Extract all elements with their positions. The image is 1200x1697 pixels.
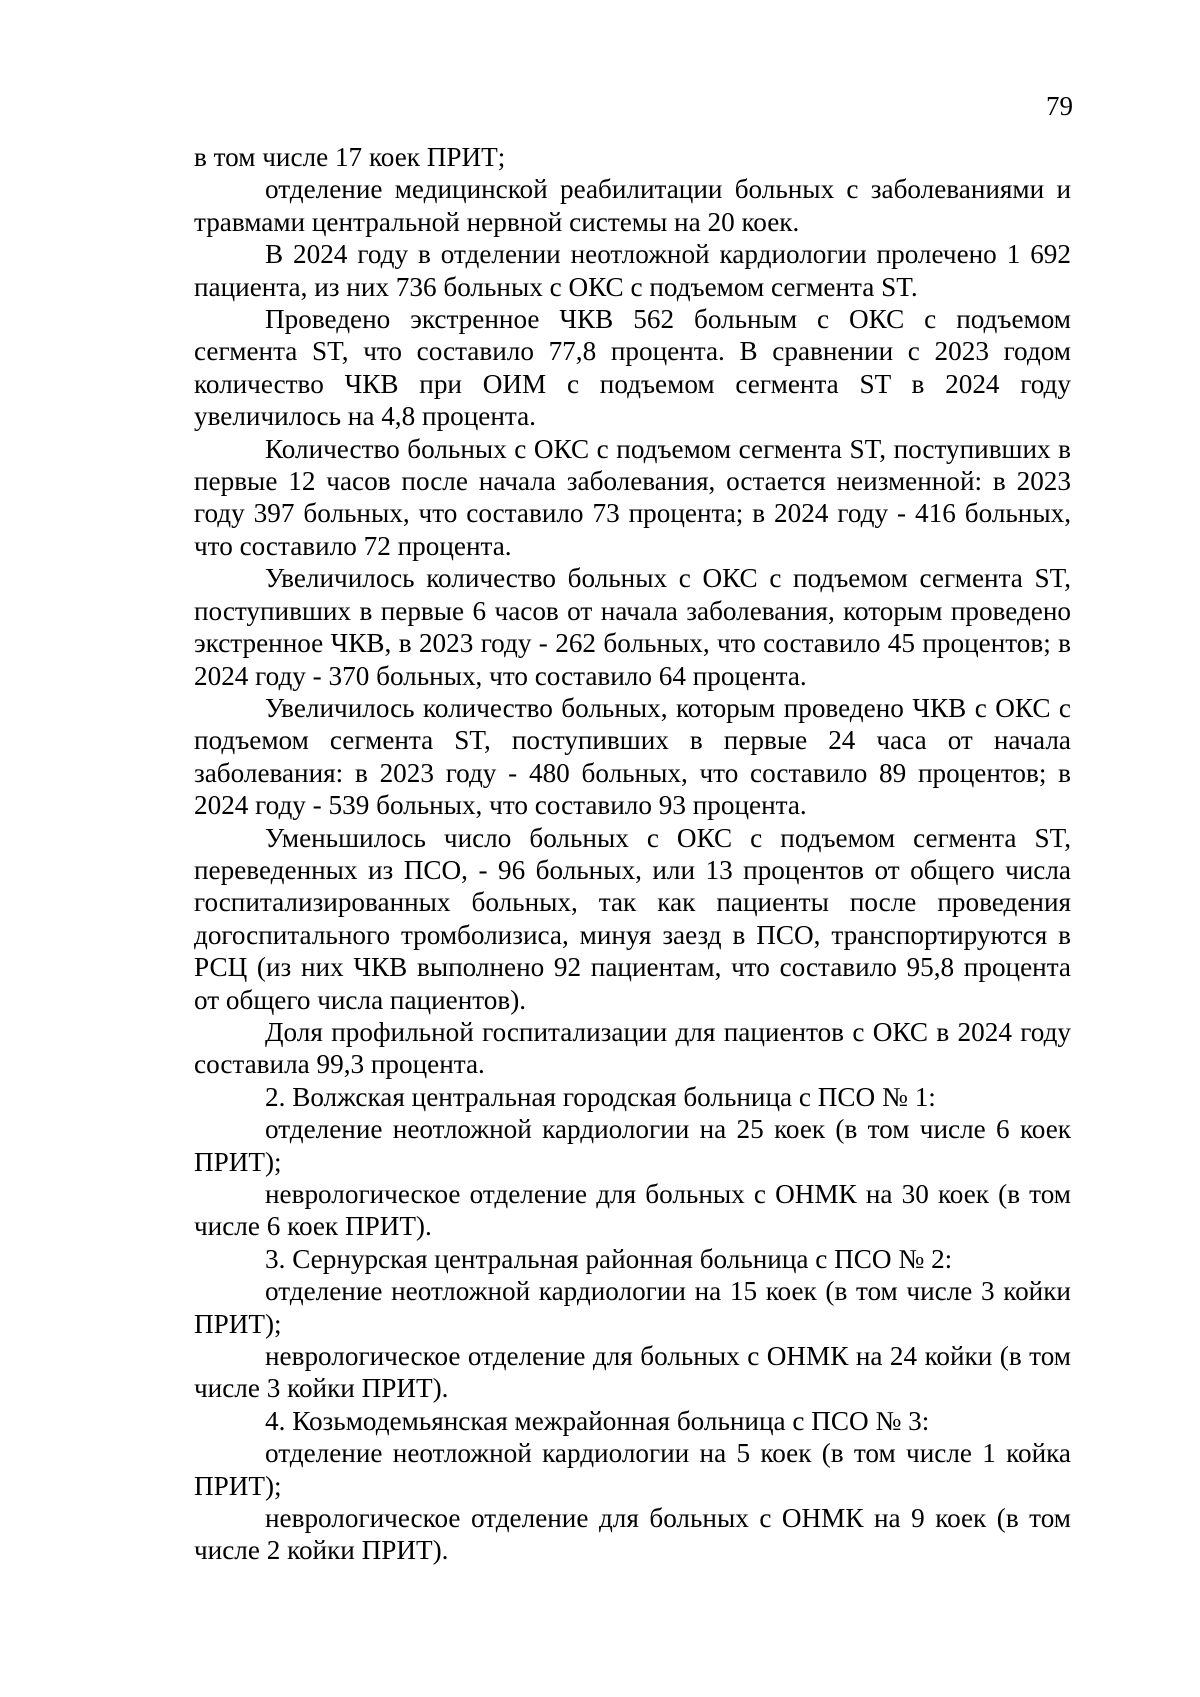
paragraph: отделение неотложной кардиологии на 25 коек (в том числе 6 коек ПРИТ);	[194, 1114, 1071, 1177]
page-number: 79	[1046, 91, 1073, 121]
paragraph: неврологическое отделение для больных с ОНМК на 9 коек (в том числе 2 койки ПРИТ).	[194, 1503, 1071, 1566]
paragraph: Количество больных с ОКС с подъемом сегмента ST, поступивших в первые 12 часов после начала заболевания, остается неизменной: в 2023 году 397 больных, что составило 73 процента; в 2024 году - 416 больных, что составило 72 процента.	[194, 433, 1071, 561]
paragraph: Проведено экстренное ЧКВ 562 больным с ОКС с подъемом сегмента ST, что составило 77,8 процента. В сравнении с 2023 годом количество ЧКВ при ОИМ с подъемом сегмента ST в 2024 году увеличилось на 4,8 процента.	[194, 304, 1071, 432]
section-heading: 2. Волжская центральная городская больница с ПСО № 1:	[265, 1081, 936, 1112]
section-heading: 4. Козьмодемьянская межрайонная больница с ПСО № 3:	[265, 1405, 930, 1436]
paragraph: неврологическое отделение для больных с ОНМК на 30 коек (в том числе 6 коек ПРИТ).	[194, 1179, 1071, 1242]
paragraph: отделение медицинской реабилитации больных с заболеваниями и травмами центральной нервной системы на 20 коек.	[194, 174, 1071, 237]
paragraph: неврологическое отделение для больных с ОНМК на 24 койки (в том числе 3 койки ПРИТ).	[194, 1341, 1071, 1404]
paragraph: Увеличилось количество больных с ОКС с подъемом сегмента ST, поступивших в первые 6 часов от начала заболевания, которым проведено экстренное ЧКВ, в 2023 году - 262 больных, что составило 45 процентов; в 2024 году - 370 больных, что составило 64 процента.	[194, 563, 1071, 691]
paragraph: отделение неотложной кардиологии на 15 коек (в том числе 3 койки ПРИТ);	[194, 1276, 1071, 1339]
paragraph: Доля профильной госпитализации для пациентов с ОКС в 2024 году составила 99,3 процента.	[194, 1016, 1071, 1080]
paragraph: Увеличилось количество больных, которым проведено ЧКВ с ОКС с подъемом сегмента ST, поступивших в первые 24 часа от начала заболевания: в 2023 году - 480 больных, что составило 89 процентов; в 2024 году - 539 больных, что составило 93 процента.	[194, 692, 1071, 821]
document-body	[194, 141, 1071, 1567]
paragraph: В 2024 году в отделении неотложной кардиологии пролечено 1 692 пациента, из них 736 больных с ОКС с подъемом сегмента ST.	[194, 239, 1071, 302]
paragraph: в том числе 17 коек ПРИТ;	[194, 142, 506, 172]
section-heading: 3. Сернурская центральная районная больница с ПСО № 2:	[265, 1243, 953, 1274]
paragraph: Уменьшилось число больных с ОКС с подъемом сегмента ST, переведенных из ПСО, - 96 больных, или 13 процентов от общего числа госпитализированных больных, так как пациенты после проведения догоспитального тромболизиса, минуя заезд в ПСО, транспортируются в РСЦ (из них ЧКВ выполнено 92 пациентам, что составило 95,8 процента от общего числа пациентов).	[194, 822, 1071, 1015]
paragraph: отделение неотложной кардиологии на 5 коек (в том числе 1 койка ПРИТ);	[194, 1438, 1071, 1501]
